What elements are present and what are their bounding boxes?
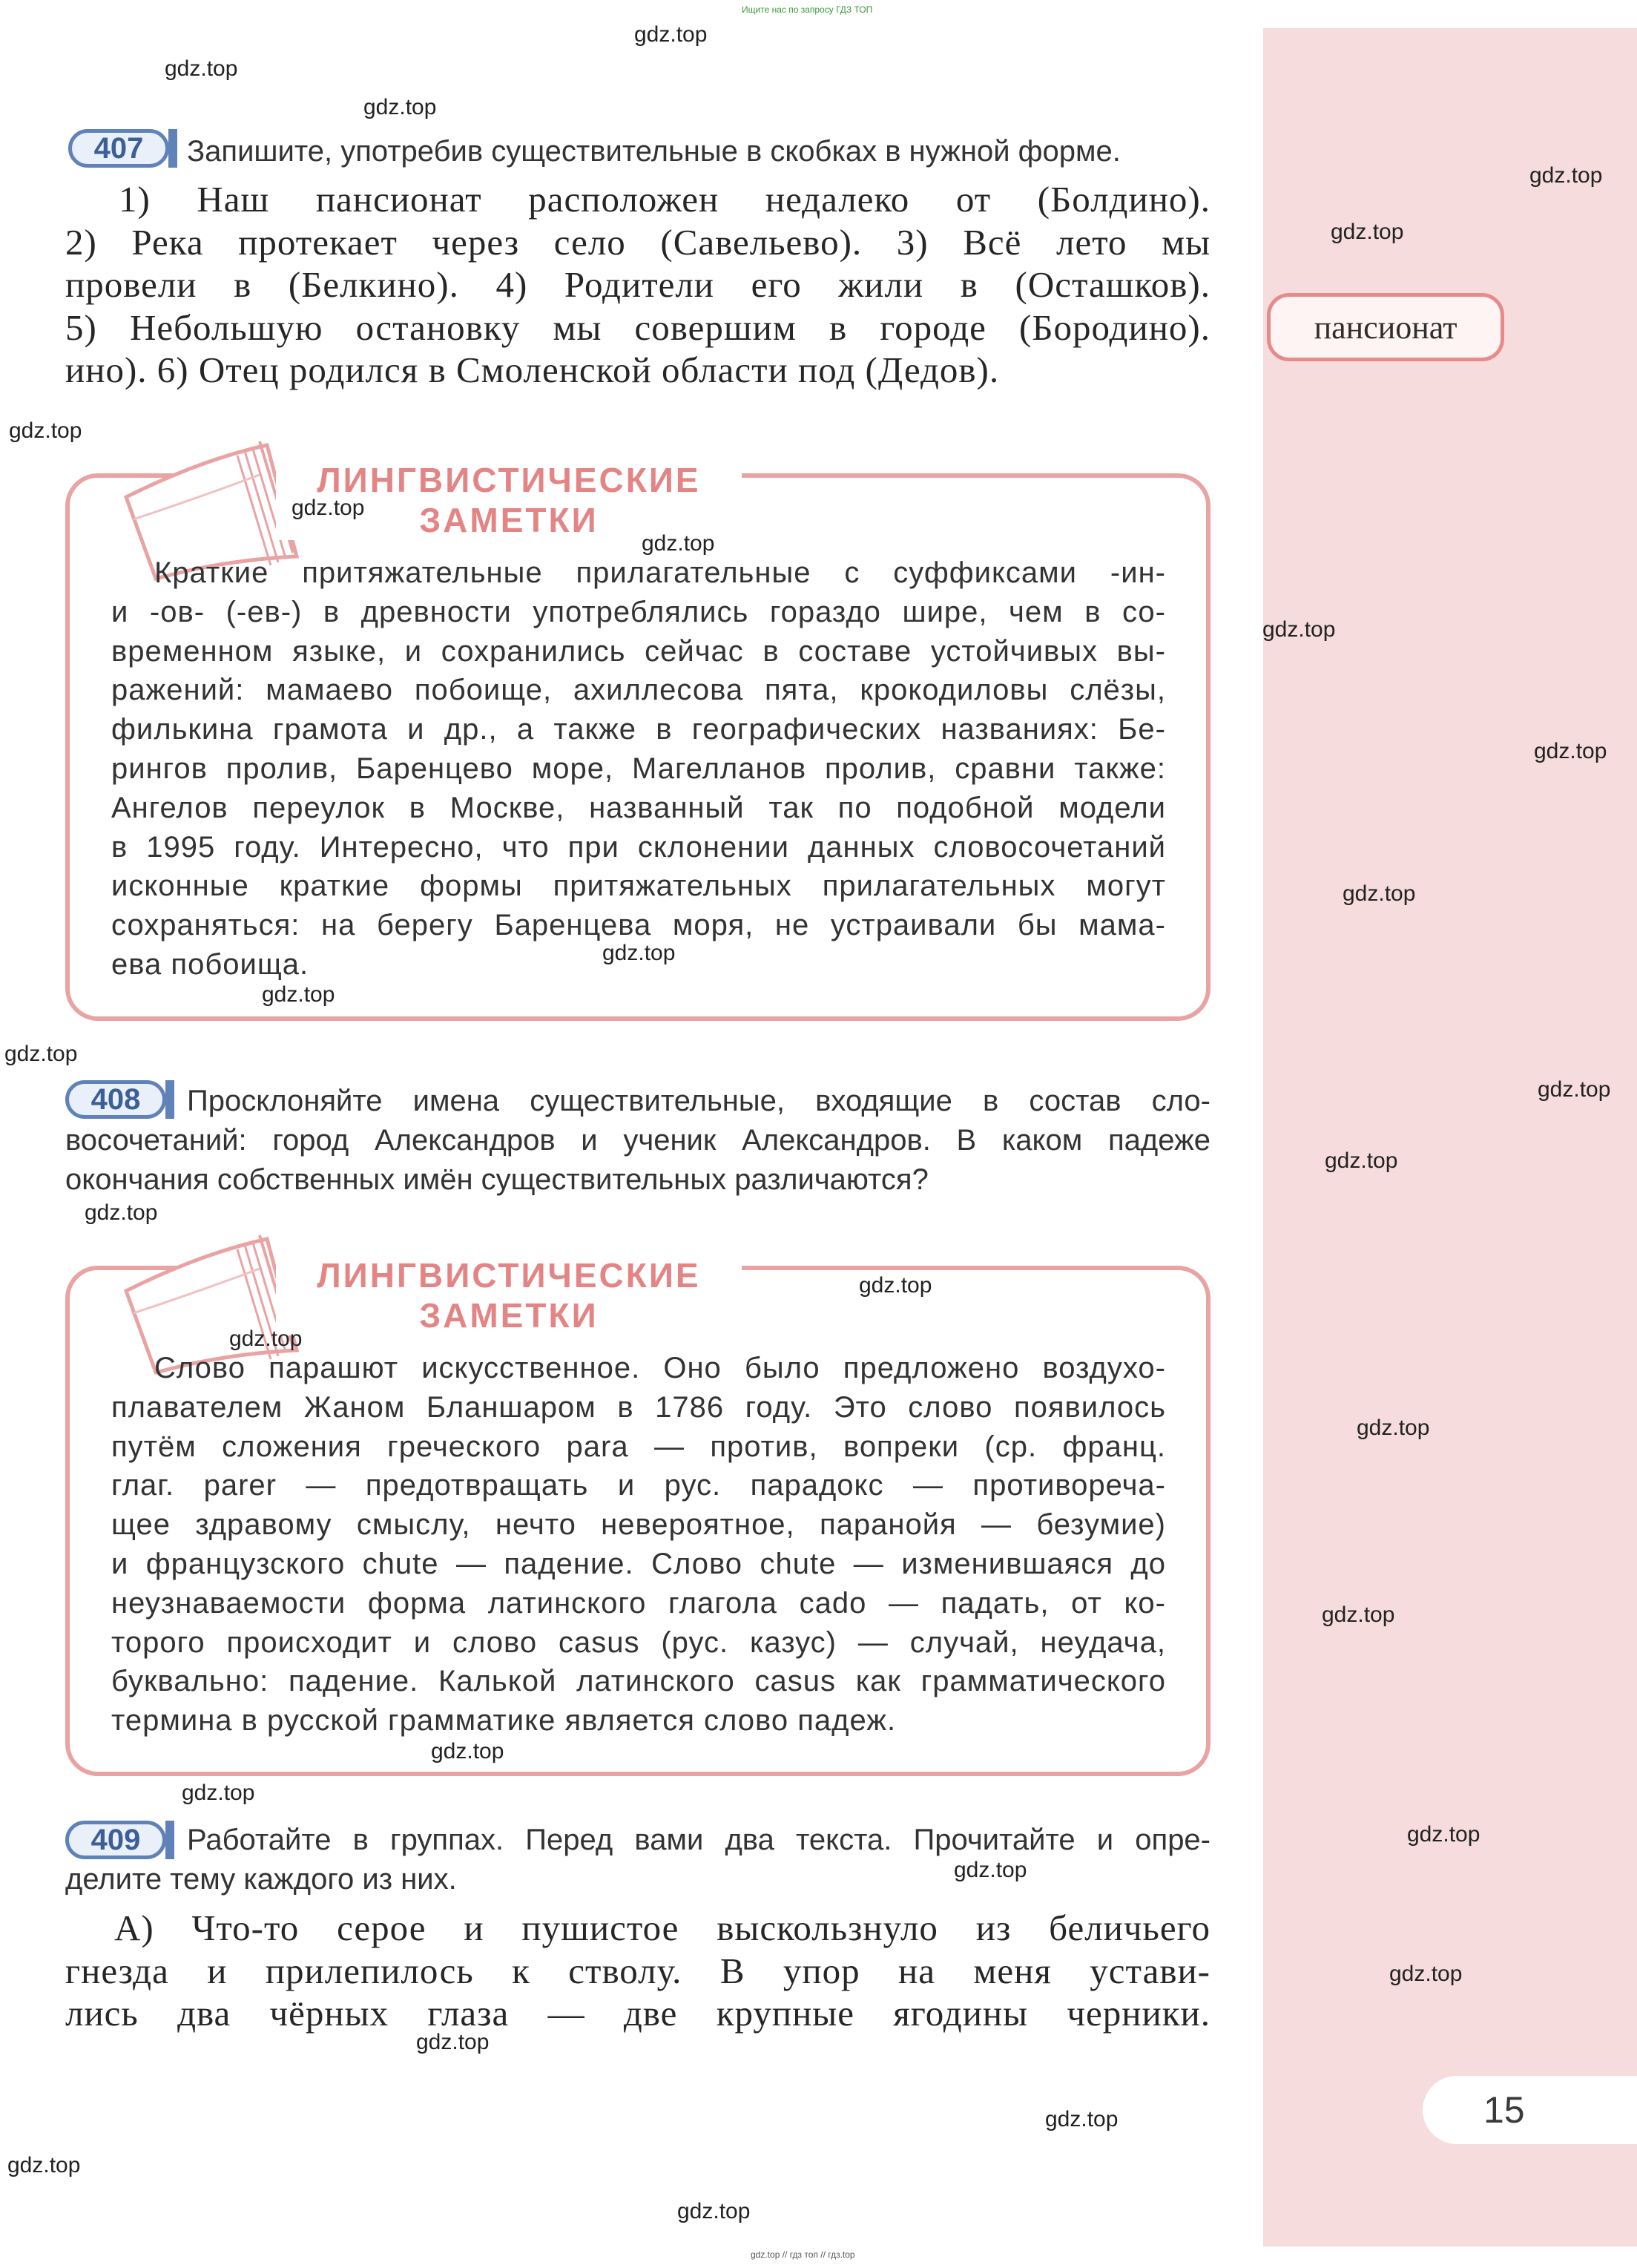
note-line: Ангелов переулок в Москве, названный так по подобной модели [111,791,1166,824]
note-line: ева побоища. [111,947,309,981]
note-line: и -ов- (-ев-) в древности употреблялись гораздо шире, чем в со- [111,595,1166,628]
note-line: рингов пролив, Баренцево море, Магелланов пролив, сравни также: [111,752,1166,785]
text-line: 5) Небольшую остановку мы совершим в городе (Бородино). [65,306,1211,348]
task-line: делите тему каждого из них. [65,1863,457,1896]
watermark: gdz.top [1407,1822,1480,1847]
watermark: gdz.top [431,1739,504,1764]
watermark: gdz.top [9,418,82,443]
watermark: gdz.top [602,941,676,965]
note-line: временном языке, и сохранились сейчас в составе устойчивых вы- [111,634,1166,668]
watermark: gdz.top [1529,163,1603,188]
task-line: Просклоняйте имена существительные, входящие в состав сло- [187,1085,1211,1117]
note-title-line-2: ЗАМЕТКИ [419,1296,599,1335]
text-line: 1) Наш пансионат расположен недалеко от (Болдино). [119,179,1211,220]
exercise-409-text [65,1907,1211,2035]
note-line: Краткие притяжательные прилагательные с суффиксами -ин- [154,556,1166,589]
note-title-line-1: ЛИНГВИСТИЧЕСКИЕ [317,1256,701,1295]
watermark: gdz.top [1262,617,1336,642]
note-2-title [276,1255,742,1335]
note-line: Слово парашют искусственное. Оно было предложено воздухо- [154,1352,1166,1384]
watermark: gdz.top [262,982,335,1007]
vocab-word: пансионат [1314,309,1458,346]
note-line: глаг. parer — предотвращать и рус. парадокс — противореча- [111,1469,1166,1502]
note-title-line-2: ЗАМЕТКИ [419,501,599,539]
text-line: ино). 6) Отец родился в Смоленской области под (Дедов). [65,349,1000,390]
note-line: и французского chute — падение. Слово chute — изменившаяся до [111,1547,1166,1580]
watermark: gdz.top [642,531,715,556]
note-line: в 1995 году. Интересно, что при склонении данных словосочетаний [111,830,1166,864]
exercise-number-407 [68,129,169,168]
task-line: восочетаний: город Александров и ученик Александров. В каком падеже [65,1124,1211,1157]
text-line: А) Что-то серое и пушистое выскользнуло из беличьего [114,1907,1211,1948]
note-line: неузнаваемости форма латинского глагола cado — падать, от ко- [111,1586,1166,1620]
watermark: gdz.top [292,496,365,520]
page-number [1423,2076,1637,2144]
watermark: gdz.top [1538,1077,1611,1102]
note-line: ражений: мамаево побоище, ахиллесова пята, крокодиловы слёзы, [111,674,1166,707]
page-number-text: 15 [1483,2089,1525,2131]
exercise-407-task [187,132,1211,171]
watermark: gdz.top [165,56,238,81]
watermark: gdz.top [363,95,437,119]
watermark: gdz.top [1331,220,1404,244]
watermark: gdz.top [859,1273,932,1298]
exercise-408-task [65,1082,1211,1200]
watermark: gdz.top [416,2030,490,2054]
watermark: gdz.top [1045,2107,1119,2131]
watermark: gdz.top [634,22,708,47]
exercise-407-text [65,178,1211,392]
exercise-number-text: 409 [90,1823,141,1856]
note-line: путём сложения греческого para — против, вопреки (ср. франц. [111,1430,1166,1463]
text-line: 2) Река протекает через село (Савельево). 3) Всё лето мы [65,221,1211,263]
text-line: гнезда и прилепилось к стволу. В упор на меня устави- [65,1950,1211,1991]
watermark: gdz.top [677,2199,751,2223]
watermark: gdz.top [1534,739,1607,763]
note-1-text [111,553,1166,985]
watermark: gdz.top [954,1858,1027,1882]
watermark: gdz.top [85,1200,158,1225]
watermark: gdz.top [1343,881,1416,906]
vocab-word-box [1267,293,1504,361]
watermark: gdz.top [1357,1416,1430,1440]
note-line: торого происходит и слово casus (рус. казус) — случай, неудача, [111,1626,1166,1659]
exercise-number-text: 407 [93,131,144,165]
watermark: gdz.top [7,2153,81,2177]
note-line: щее здравому смыслу, нечто невероятное, паранойя — безумие) [111,1508,1166,1542]
note-line: филькина грамота и др., а также в географических названиях: Бе- [111,713,1166,746]
note-line: буквально: падение. Калькой латинского casus как грамматического [111,1665,1166,1698]
note-line: исконные краткие формы притяжательных прилагательных могут [111,870,1166,903]
text-line: провели в (Белкино). 4) Родители его жили в (Осташков). [65,264,1211,305]
watermark: gdz.top [229,1327,303,1351]
task-line: Запишите, употребив существительные в скобках в нужной форме. [187,135,1121,168]
text-line: лись два чёрных глаза — две крупные ягодины черники. [65,1993,1211,2034]
watermark: gdz.top [1389,1962,1463,1986]
watermark: gdz.top [4,1042,78,1066]
note-2-text [111,1349,1166,1741]
watermark: gdz.top [182,1781,255,1805]
top-note: Ищите нас по запросу ГДЗ ТОП [742,4,873,15]
note-title-line-1: ЛИНГВИСТИЧЕСКИЕ [317,461,701,499]
note-line: плавателем Жаном Бланшаром в 1786 году. Это слово появилось [111,1390,1166,1424]
note-line: термина в русской грамматике является слово падеж. [111,1704,897,1738]
watermark: gdz.top [1322,1603,1395,1627]
watermark: gdz.top [1325,1148,1398,1173]
exercise-409-task [65,1821,1211,1899]
task-line: окончания собственных имён существительных различаются? [65,1163,929,1196]
note-line: сохраняться: на берегу Баренцева моря, не устраивали бы мама- [111,909,1166,942]
task-line: Работайте в группах. Перед вами два текста. Прочитайте и опре- [187,1824,1211,1856]
bottom-note: gdz.top // гдз топ // гдз.top [751,2249,855,2260]
exercise-number-text: 408 [90,1082,141,1116]
